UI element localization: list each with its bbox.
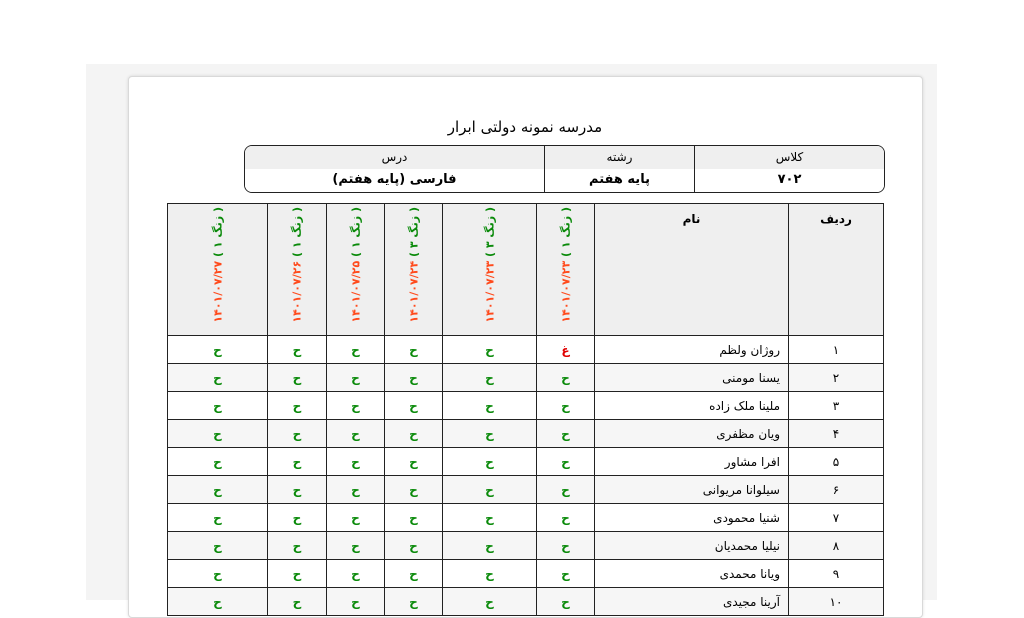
attendance-mark: ح <box>351 594 360 609</box>
attendance-cell[interactable] <box>327 420 385 448</box>
attendance-body <box>168 336 884 616</box>
student-name-header: نام <box>595 204 789 336</box>
attendance-mark: ح <box>213 426 222 441</box>
row-number: ۷ <box>789 504 884 532</box>
field-label: رشته <box>544 146 694 169</box>
attendance-cell[interactable] <box>168 448 268 476</box>
attendance-cell[interactable] <box>537 532 595 560</box>
attendance-cell[interactable] <box>268 448 327 476</box>
attendance-mark: ح <box>485 482 494 497</box>
class-info-table <box>244 145 885 193</box>
attendance-mark: ح <box>351 538 360 553</box>
table-row <box>168 392 884 420</box>
class-value: ۷۰۲ <box>694 169 884 192</box>
attendance-cell[interactable] <box>327 336 385 364</box>
attendance-mark: ح <box>213 510 222 525</box>
attendance-mark: ح <box>561 398 570 413</box>
class-info-header-row <box>245 146 884 170</box>
attendance-mark: ح <box>351 398 360 413</box>
attendance-mark: ح <box>292 510 302 525</box>
attendance-cell[interactable] <box>268 504 327 532</box>
session-header <box>268 204 327 336</box>
attendance-cell[interactable] <box>327 448 385 476</box>
student-name: شنیا محمودی <box>595 504 789 532</box>
attendance-mark: ح <box>561 370 570 385</box>
attendance-mark: ح <box>292 426 302 441</box>
attendance-mark: ح <box>351 510 360 525</box>
attendance-mark: ح <box>213 454 222 469</box>
session-date: ۱۴۰۱/۰۷/۲۵ <box>349 261 362 323</box>
attendance-cell[interactable] <box>443 504 537 532</box>
attendance-cell[interactable] <box>268 392 327 420</box>
attendance-mark: ح <box>292 398 302 413</box>
row-number: ۲ <box>789 364 884 392</box>
lesson-value: فارسی (پایه هفتم) <box>332 172 457 187</box>
attendance-mark: ح <box>292 342 302 357</box>
attendance-cell[interactable] <box>168 504 268 532</box>
student-name: یسنا مومنی <box>595 364 789 392</box>
attendance-cell[interactable] <box>537 588 595 616</box>
school-title: مدرسه نمونه دولتی ابرار <box>447 118 603 136</box>
attendance-cell[interactable] <box>327 560 385 588</box>
session-header <box>443 204 537 336</box>
attendance-cell[interactable] <box>385 588 443 616</box>
row-number: ۹ <box>789 560 884 588</box>
attendance-mark: ح <box>351 566 360 581</box>
attendance-mark: ح <box>292 566 302 581</box>
attendance-cell[interactable] <box>327 392 385 420</box>
attendance-mark: ح <box>351 342 360 357</box>
row-number: ۴ <box>789 420 884 448</box>
session-date: ۱۴۰۱/۰۷/۲۳ <box>559 261 572 323</box>
attendance-mark: ح <box>351 426 360 441</box>
attendance-cell[interactable] <box>537 504 595 532</box>
attendance-mark: ح <box>351 454 360 469</box>
attendance-mark: ح <box>213 398 222 413</box>
attendance-mark: غ <box>561 342 570 357</box>
attendance-cell[interactable] <box>268 336 327 364</box>
attendance-mark: ح <box>292 454 302 469</box>
attendance-cell[interactable] <box>168 392 268 420</box>
attendance-cell[interactable] <box>385 532 443 560</box>
attendance-mark: ح <box>213 342 222 357</box>
row-number: ۶ <box>789 476 884 504</box>
session-header <box>168 204 268 336</box>
row-number: ۱۰ <box>789 588 884 616</box>
attendance-cell[interactable] <box>385 364 443 392</box>
attendance-mark: ح <box>409 342 418 357</box>
attendance-mark: ح <box>409 454 418 469</box>
attendance-mark: ح <box>485 566 494 581</box>
student-name: افرا مشاور <box>595 448 789 476</box>
attendance-mark: ح <box>409 594 418 609</box>
attendance-cell[interactable] <box>327 588 385 616</box>
attendance-cell[interactable] <box>537 420 595 448</box>
attendance-mark: ح <box>561 482 570 497</box>
attendance-cell[interactable] <box>537 364 595 392</box>
attendance-mark: ح <box>485 454 494 469</box>
attendance-mark: ح <box>409 538 418 553</box>
attendance-mark: ح <box>409 370 418 385</box>
table-row <box>168 364 884 392</box>
student-name: روژان ولظم <box>595 336 789 364</box>
attendance-cell[interactable] <box>327 532 385 560</box>
attendance-cell[interactable] <box>385 504 443 532</box>
attendance-cell[interactable] <box>268 532 327 560</box>
table-row <box>168 588 884 616</box>
class-label: کلاس <box>694 146 884 169</box>
table-row <box>168 504 884 532</box>
session-bell: ( زنگ ۱ ) <box>559 207 572 258</box>
attendance-cell[interactable] <box>168 560 268 588</box>
session-bell: ( زنگ ۱ ) <box>290 207 304 258</box>
attendance-cell[interactable] <box>385 560 443 588</box>
attendance-cell[interactable] <box>443 560 537 588</box>
attendance-mark: ح <box>409 566 418 581</box>
attendance-cell[interactable] <box>385 420 443 448</box>
student-name: سیلوانا مریوانی <box>595 476 789 504</box>
table-row <box>168 448 884 476</box>
attendance-mark: ح <box>561 538 570 553</box>
attendance-mark: ح <box>409 510 418 525</box>
attendance-mark: ح <box>409 398 418 413</box>
field-value: پایه هفتم <box>544 169 694 192</box>
student-name: آرینا مجیدی <box>595 588 789 616</box>
table-row <box>168 560 884 588</box>
attendance-cell[interactable] <box>168 476 268 504</box>
attendance-mark: ح <box>485 398 494 413</box>
attendance-cell[interactable] <box>443 588 537 616</box>
attendance-cell[interactable] <box>327 476 385 504</box>
session-header <box>327 204 385 336</box>
attendance-mark: ح <box>485 594 494 609</box>
attendance-mark: ح <box>351 482 360 497</box>
attendance-cell[interactable] <box>385 336 443 364</box>
table-row <box>168 336 884 364</box>
attendance-cell[interactable] <box>268 420 327 448</box>
attendance-mark: ح <box>485 538 494 553</box>
attendance-mark: ح <box>561 566 570 581</box>
session-date: ۱۴۰۱/۰۷/۲۷ <box>211 261 224 323</box>
attendance-mark: ح <box>292 538 302 553</box>
row-number: ۳ <box>789 392 884 420</box>
lesson-label: درس <box>381 150 408 164</box>
attendance-mark: ح <box>485 510 494 525</box>
attendance-mark: ح <box>351 370 360 385</box>
attendance-cell[interactable] <box>268 588 327 616</box>
attendance-cell[interactable] <box>327 364 385 392</box>
student-name: ویانا محمدی <box>595 560 789 588</box>
attendance-cell[interactable] <box>268 560 327 588</box>
attendance-cell[interactable] <box>168 532 268 560</box>
attendance-cell[interactable] <box>385 392 443 420</box>
attendance-mark: ح <box>292 482 302 497</box>
session-date: ۱۴۰۱/۰۷/۲۳ <box>483 261 496 323</box>
student-name: ویان مظفری <box>595 420 789 448</box>
attendance-mark: ح <box>409 482 418 497</box>
attendance-cell[interactable] <box>443 336 537 364</box>
attendance-mark: ح <box>409 426 418 441</box>
row-number: ۸ <box>789 532 884 560</box>
attendance-cell[interactable] <box>268 476 327 504</box>
row-number: ۱ <box>789 336 884 364</box>
attendance-mark: ح <box>213 566 222 581</box>
attendance-cell[interactable] <box>268 364 327 392</box>
attendance-cell[interactable] <box>537 476 595 504</box>
attendance-cell[interactable] <box>168 336 268 364</box>
attendance-mark: ح <box>292 594 302 609</box>
student-name: نیلیا محمدیان <box>595 532 789 560</box>
attendance-cell[interactable] <box>168 364 268 392</box>
attendance-cell[interactable] <box>385 476 443 504</box>
attendance-mark: ح <box>292 370 302 385</box>
attendance-cell[interactable] <box>537 448 595 476</box>
session-bell: ( زنگ ۱ ) <box>211 207 224 258</box>
attendance-cell[interactable] <box>443 476 537 504</box>
session-date: ۱۴۰۱/۰۷/۲۶ <box>290 261 304 323</box>
session-header <box>385 204 443 336</box>
session-bell: ( زنگ ۳ ) <box>407 207 420 258</box>
student-name: ملینا ملک زاده <box>595 392 789 420</box>
attendance-cell[interactable] <box>537 336 595 364</box>
table-row <box>168 476 884 504</box>
attendance-mark: ح <box>485 370 494 385</box>
attendance-mark: ح <box>213 594 222 609</box>
attendance-cell[interactable] <box>168 420 268 448</box>
class-info-value-row <box>245 169 884 192</box>
attendance-cell[interactable] <box>443 420 537 448</box>
session-bell: ( زنگ ۱ ) <box>349 207 362 258</box>
attendance-cell[interactable] <box>385 448 443 476</box>
attendance-cell[interactable] <box>537 560 595 588</box>
attendance-mark: ح <box>213 482 222 497</box>
attendance-table <box>167 203 884 616</box>
attendance-mark: ح <box>213 538 222 553</box>
attendance-mark: ح <box>213 370 222 385</box>
attendance-cell[interactable] <box>443 364 537 392</box>
attendance-cell[interactable] <box>537 392 595 420</box>
row-number: ۵ <box>789 448 884 476</box>
attendance-cell[interactable] <box>443 392 537 420</box>
attendance-mark: ح <box>561 510 570 525</box>
attendance-cell[interactable] <box>443 532 537 560</box>
session-date: ۱۴۰۱/۰۷/۲۴ <box>407 261 420 323</box>
attendance-mark: ح <box>485 342 494 357</box>
attendance-mark: ح <box>561 594 570 609</box>
table-row <box>168 532 884 560</box>
session-header <box>537 204 595 336</box>
attendance-header-row <box>168 204 884 336</box>
row-number-header: ردیف <box>789 204 884 336</box>
attendance-mark: ح <box>561 454 570 469</box>
attendance-mark: ح <box>561 426 570 441</box>
attendance-mark: ح <box>485 426 494 441</box>
session-bell: ( زنگ ۳ ) <box>483 207 496 258</box>
table-row <box>168 420 884 448</box>
attendance-cell[interactable] <box>168 588 268 616</box>
attendance-cell[interactable] <box>327 504 385 532</box>
attendance-cell[interactable] <box>443 448 537 476</box>
